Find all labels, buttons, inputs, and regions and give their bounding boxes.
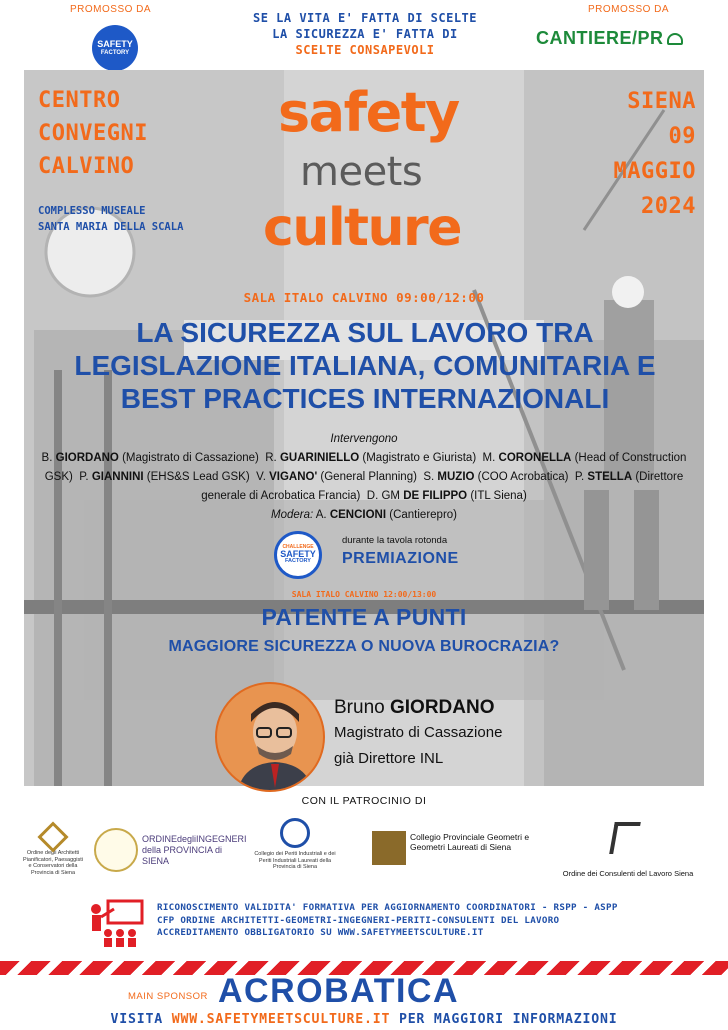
speaker-entry: P. GIANNINI (EHS&S Lead GSK) — [79, 471, 250, 483]
consulenti-lavoro-logo: Ordine dei Consulenti del Lavoro Siena — [562, 869, 694, 878]
venue-line: CENTRO — [38, 88, 121, 113]
logo-text: FACTORY — [285, 558, 311, 565]
date-city: SIENA — [627, 89, 696, 114]
ingegneri-siena-logo: ORDINEdegliINGEGNERI della PROVINCIA di SIENA — [142, 834, 247, 866]
speaker-entry: V. VIGANO' (General Planning) — [256, 471, 417, 483]
speakers-list — [32, 449, 696, 525]
date-year: 2024 — [641, 194, 696, 219]
acrobatica-logo: ACROBATICA — [218, 972, 460, 1010]
promoted-by-label-right: PROMOSSO DA — [588, 4, 670, 15]
cantierepro-logo — [536, 28, 683, 49]
venue-subtitle — [38, 203, 183, 235]
patronage-label: CON IL PATROCINIO DI — [301, 795, 427, 807]
event-date — [574, 84, 696, 224]
premiazione-title: PREMIAZIONE — [342, 550, 459, 567]
architetti-siena-logo: Ordine degli Architetti Pianificatori, Paesaggisti e Conservatori della Provincia di Siena — [22, 826, 84, 876]
logo-safety: safety — [278, 81, 459, 144]
moderator-entry: Modera: A. CENCIONI (Cantierepro) — [270, 509, 457, 521]
safety-factory-logo — [92, 25, 138, 71]
speaker-entry: B. GIORDANO (Magistrato di Cassazione) — [41, 452, 259, 464]
speaker-entry: R. GUARINIELLO (Magistrato e Giurista) — [265, 452, 477, 464]
date-month: MAGGIO — [613, 159, 696, 184]
geometri-siena-logo: Collegio Provinciale Geometri e Geometri Laureati di Siena — [410, 832, 530, 852]
periti-emblem-icon — [280, 818, 310, 848]
periti-industriali-logo: Collegio dei Periti Industriali e dei Periti Industriali Laureati della Provincia di Siena — [254, 818, 336, 871]
logo-text: SAFETY — [280, 549, 316, 560]
speaker-former-role: già Direttore INL — [334, 750, 444, 767]
premiazione-note: durante la tavola rotonda — [342, 535, 448, 546]
ingegneri-seal-icon — [94, 828, 138, 872]
speaker-photo — [215, 682, 325, 792]
tagline-line: SE LA VITA E' FATTA DI SCELTE — [252, 11, 477, 25]
session2-subtitle: MAGGIORE SICUREZZA O NUOVA BUROCRAZIA? — [168, 638, 560, 655]
logo-text: CHALLENGE — [282, 544, 314, 551]
speaker-entry: M. CORONELLA (Head of Construction GSK) — [44, 452, 687, 483]
venue-sub-line: COMPLESSO MUSEALE — [38, 205, 146, 217]
speaker-entry: S. MUZIO (COO Acrobatica) — [423, 471, 569, 483]
footer-cta: VISITA WWW.SAFETYMEETSCULTURE.IT PER MAGGIORI INFORMAZIONI — [110, 1012, 618, 1027]
accreditation-info — [157, 902, 618, 940]
accreditation-line: ACCREDITAMENTO OBBLIGATORIO SU WWW.SAFETYMEETSCULTURE.IT — [157, 927, 484, 938]
tagline-line: SCELTE CONSAPEVOLI — [295, 43, 435, 57]
date-day: 09 — [668, 124, 696, 149]
session2-title: PATENTE A PUNTI — [261, 604, 467, 630]
logo-text: CANTIERE/PR — [536, 28, 664, 48]
venue-line: CONVEGNI — [38, 121, 148, 146]
geometri-emblem-icon — [372, 831, 406, 865]
main-sponsor-label: MAIN SPONSOR — [128, 991, 208, 1002]
challenge-safety-factory-logo — [274, 531, 322, 579]
classroom-icon — [86, 899, 146, 947]
promoted-by-label-left: PROMOSSO DA — [70, 4, 152, 15]
speaker-entry: D. GM DE FILIPPO (ITL Siena) — [366, 490, 527, 502]
accreditation-line: CFP ORDINE ARCHITETTI-GEOMETRI-INGEGNERI-PERITI-CONSULENTI DEL LAVORO — [157, 914, 560, 926]
consulenti-emblem-icon — [609, 822, 641, 854]
accreditation-line: RICONOSCIMENTO VALIDITA' FORMATIVA PER AGGIORNAMENTO COORDINATORI - RSPP - ASPP — [157, 902, 618, 913]
speakers-heading: Intervengono — [330, 433, 398, 445]
logo-text: FACTORY — [100, 50, 130, 56]
architects-emblem-icon — [37, 821, 68, 852]
session2-time: SALA ITALO CALVINO 12:00/13:00 — [291, 590, 437, 599]
session1-time: SALA ITALO CALVINO 09:00/12:00 — [243, 290, 485, 305]
venue-line: CALVINO — [38, 154, 135, 179]
logo-text: SAFETY — [97, 39, 133, 49]
logo-meets: meets — [300, 149, 423, 195]
logo-culture: culture — [263, 198, 461, 258]
venue-sub-line: SANTA MARIA DELLA SCALA — [38, 221, 184, 233]
website-link[interactable]: WWW.SAFETYMEETSCULTURE.IT — [171, 1012, 391, 1027]
speaker-role: Magistrato di Cassazione — [334, 724, 503, 741]
speaker-portrait — [217, 684, 325, 792]
speaker-name: Bruno GIORDANO — [334, 697, 495, 718]
helmet-icon — [667, 33, 683, 45]
session1-title: LA SICUREZZA SUL LAVORO TRA LEGISLAZIONE ITALIANA, COMUNITARIA E BEST PRACTICES INTERNAZIONALI — [74, 317, 656, 414]
tagline — [210, 10, 520, 58]
venue-title — [38, 84, 148, 183]
speaker-entry: P. STELLA (Direttore generale di Acrobatica Francia) — [201, 471, 684, 502]
tagline-line: LA SICUREZZA E' FATTA DI — [272, 27, 458, 41]
